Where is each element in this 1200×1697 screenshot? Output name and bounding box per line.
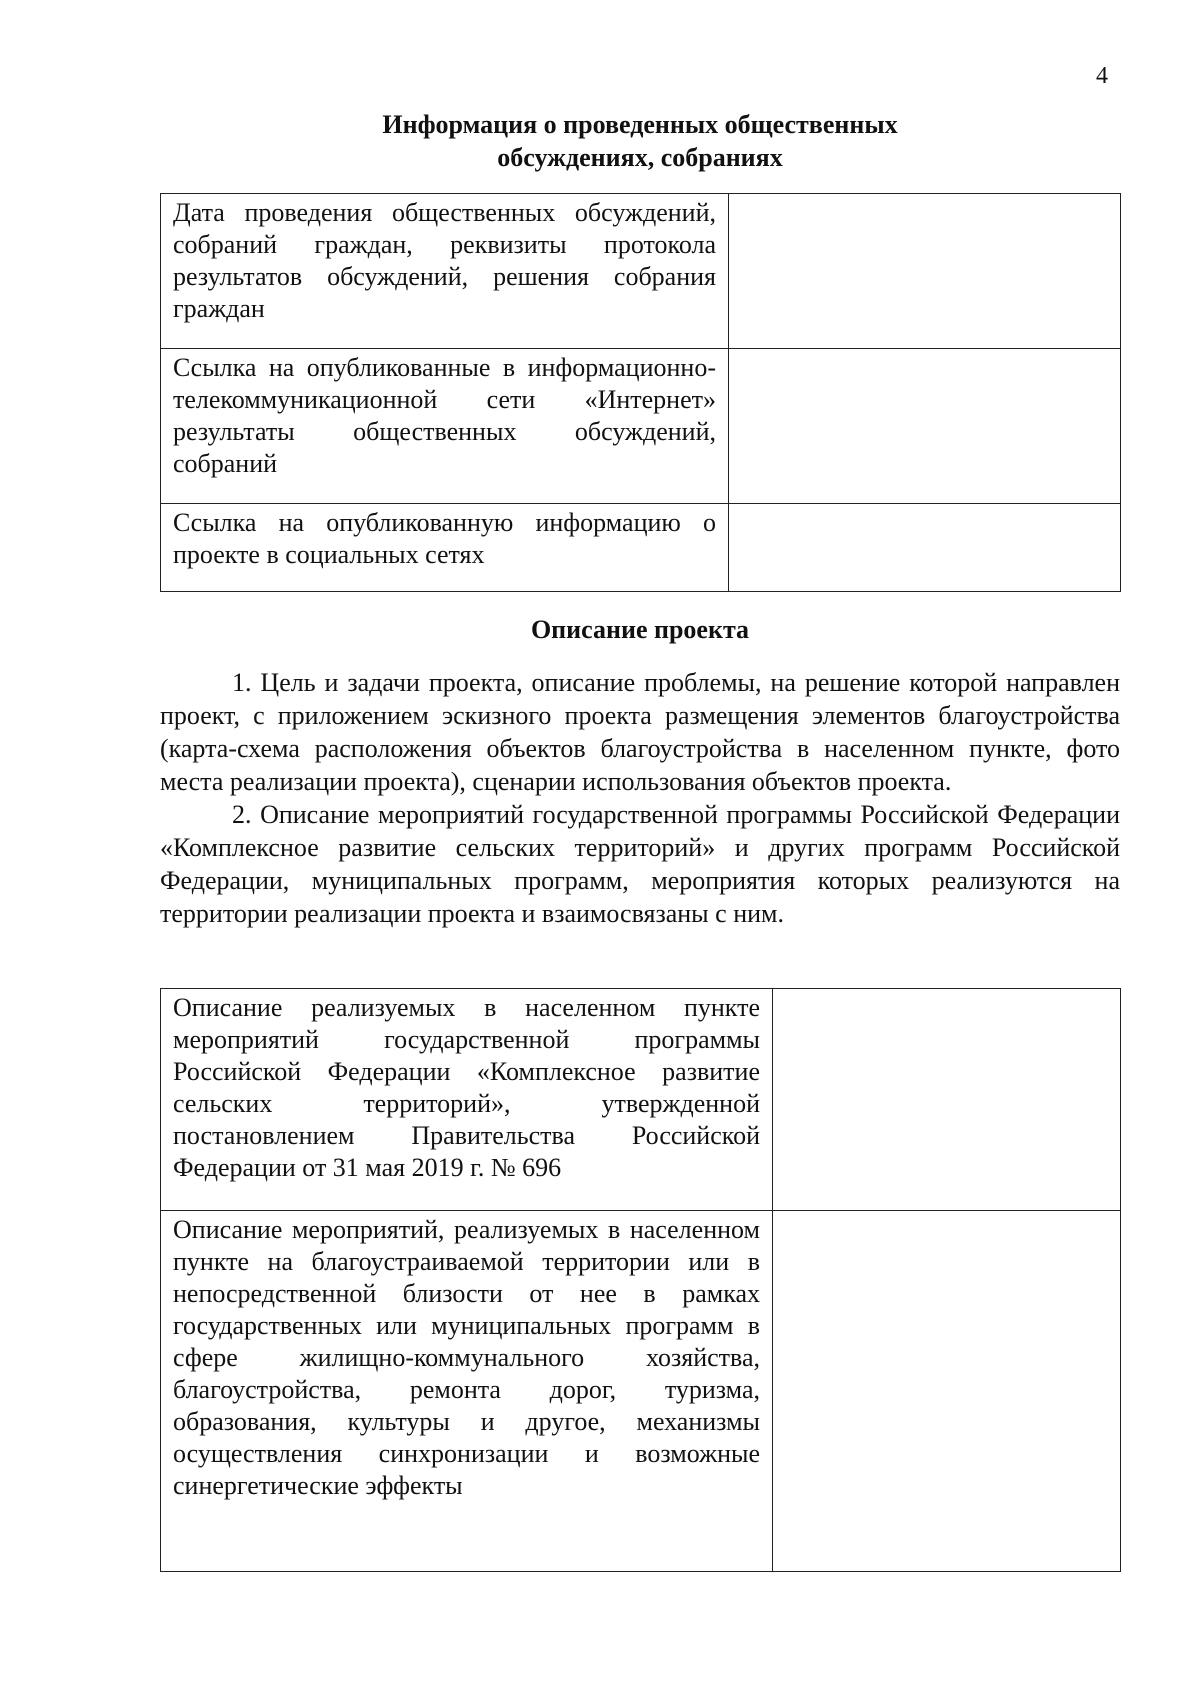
internet-results-link-label: Ссылка на опубликованные в информационно-телекоммуникационной сети «Интернет» результаты общественных обсуждений, собраний	[161, 349, 729, 504]
discussion-date-value[interactable]	[729, 194, 1121, 349]
social-media-link-value[interactable]	[729, 504, 1121, 592]
internet-results-link-value[interactable]	[729, 349, 1121, 504]
discussion-date-label: Дата проведения общественных обсуждений, собраний граждан, реквизиты протокола результатов обсуждений, решения собрания граждан	[161, 194, 729, 349]
table-row	[161, 504, 1121, 592]
section-title-line-1: Информация о проведенных общественных	[382, 110, 898, 139]
public-discussions-table	[160, 193, 1121, 592]
project-description-text	[160, 666, 1120, 930]
paragraph-goals: 1. Цель и задачи проекта, описание проблемы, на решение которой направлен проект, с приложением эскизного проекта размещения элементов благоустройства (карта-схема расположения объектов благоустройства в населенном пункте, фото места реализации проекта), сценарии использования объектов проекта.	[160, 668, 1120, 796]
section-title-project-description: Описание проекта	[530, 615, 750, 644]
paragraph-programs: 2. Описание мероприятий государственной программы Российской Федерации «Комплексное развитие сельских территорий» и других программ Российской Федерации, муниципальных программ, мероприятия которых реализуются на территории реализации проекта и взаимосвязаны с ним.	[160, 800, 1120, 928]
table-row	[161, 194, 1121, 349]
table-row	[161, 989, 1121, 1211]
state-program-activities-value[interactable]	[773, 989, 1121, 1211]
programs-table	[160, 988, 1121, 1572]
page-number: 4	[1096, 63, 1108, 89]
social-media-link-label: Ссылка на опубликованную информацию о проекте в социальных сетях	[161, 504, 729, 592]
section-title-public-discussions	[160, 108, 1120, 174]
table-row	[161, 1211, 1121, 1572]
table-row	[161, 349, 1121, 504]
section-title-line-2: обсуждениях, собраниях	[497, 143, 783, 172]
state-program-activities-label: Описание реализуемых в населенном пункте мероприятий государственной программы Российской Федерации «Комплексное развитие сельских территорий», утвержденной постановлением Правительства Российской Федерации от 31 мая 2019 г. № 696	[161, 989, 773, 1211]
other-programs-activities-label: Описание мероприятий, реализуемых в населенном пункте на благоустраиваемой территории или в непосредственной близости от нее в рамках государственных или муниципальных программ в сфере жилищно-коммунального хозяйства, благоустройства, ремонта дорог, туризма, образования, культуры и другое, механизмы осуществления синхронизации и возможные синергетические эффекты	[161, 1211, 773, 1572]
other-programs-activities-value[interactable]	[773, 1211, 1121, 1572]
